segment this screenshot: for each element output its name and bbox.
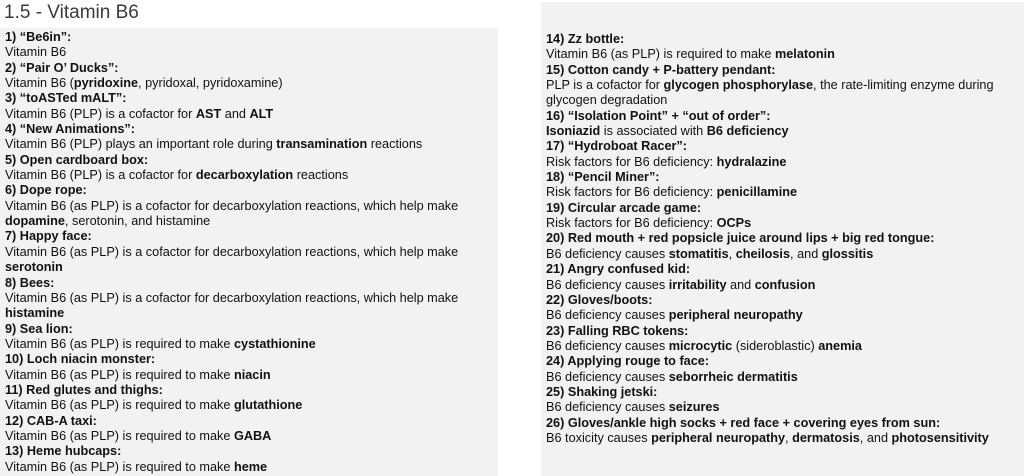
note-item-description [5, 107, 498, 122]
note-item [5, 153, 498, 184]
note-item-title: 8) Bees: [5, 275, 55, 290]
note-item [546, 32, 1024, 63]
bold-term: confusion [754, 277, 816, 292]
bold-term: decarboxylation [195, 168, 294, 183]
bold-term: glycogen phosphorylase [663, 78, 814, 93]
note-item-title: 25) Shaking jetski: [546, 384, 658, 399]
bold-term: melatonin [774, 47, 835, 62]
bold-term: AST [195, 106, 222, 121]
note-item [546, 385, 1024, 416]
note-item-description [5, 137, 498, 152]
bold-term: hydralazine [716, 154, 787, 169]
bold-term: stomatitis [668, 246, 729, 261]
text-segment: , [785, 430, 793, 445]
note-item-title: 4) “New Animations”: [5, 122, 135, 137]
bold-term: transamination [276, 137, 368, 152]
page-title: 1.5 - Vitamin B6 [4, 2, 139, 23]
note-item-description [5, 337, 498, 352]
note-item-title: 7) Happy face: [5, 229, 92, 244]
note-item-description [546, 185, 1024, 200]
note-item [5, 352, 498, 383]
note-item [5, 91, 498, 122]
note-item-description [546, 155, 1024, 170]
note-item-title: 18) “Pencil Miner”: [546, 170, 660, 185]
note-item-description [5, 460, 498, 475]
note-item-description [546, 247, 1024, 262]
text-segment: and [221, 106, 250, 121]
note-item-title: 21) Angry confused kid: [546, 262, 691, 277]
text-segment: B6 deficiency causes [546, 400, 669, 415]
text-segment: Vitamin B6 (as PLP) is required to make [5, 428, 234, 443]
text-segment: reactions [293, 168, 349, 183]
note-item-description [5, 368, 498, 383]
text-segment: , and [790, 246, 822, 261]
text-segment: Vitamin B6 (as PLP) is a cofactor for decarboxylation reactions, which help make [5, 198, 459, 213]
bold-term: peripheral neuropathy [651, 430, 786, 445]
note-item [5, 61, 498, 92]
note-item-title: 24) Applying rouge to face: [546, 354, 710, 369]
note-item [5, 444, 498, 475]
note-item-title: 26) Gloves/ankle high socks + red face + covering eyes from sun: [546, 415, 941, 430]
text-segment: , pyridoxal, pyridoxamine) [138, 76, 283, 91]
note-item [546, 109, 1024, 140]
note-item-title: 1) “Be6in”: [5, 30, 72, 44]
text-segment: Vitamin B6 (as PLP) is required to make [5, 459, 234, 474]
bold-term: pyridoxine [73, 76, 139, 91]
note-item-title: 16) “Isolation Point” + “out of order”: [546, 108, 771, 123]
note-item [5, 183, 498, 229]
bold-term: glossitis [821, 246, 874, 261]
bold-term: dopamine [5, 214, 65, 229]
note-item-title: 10) Loch niacin monster: [5, 352, 156, 367]
text-segment: B6 deficiency causes [546, 308, 669, 323]
note-item [546, 262, 1024, 293]
note-item [5, 414, 498, 445]
note-item [546, 231, 1024, 262]
bold-term: ALT [249, 106, 274, 121]
bold-term: seborrheic dermatitis [668, 369, 798, 384]
note-item [546, 170, 1024, 201]
note-item-description [546, 47, 1024, 62]
note-item-description [546, 278, 1024, 293]
text-segment: , [728, 246, 736, 261]
text-segment: reactions [367, 137, 423, 152]
note-item-title: 9) Sea lion: [5, 321, 73, 336]
bold-term: penicillamine [716, 185, 798, 200]
note-item [5, 122, 498, 153]
text-segment: Vitamin B6 (as PLP) is required to make [5, 367, 234, 382]
note-item-description [546, 124, 1024, 139]
bold-term: heme [233, 459, 268, 474]
note-item-title: 22) Gloves/boots: [546, 292, 653, 307]
note-item-description [546, 78, 1024, 109]
text-segment: Vitamin B6 (as PLP) is required to make [5, 398, 234, 413]
text-segment: B6 deficiency causes [546, 338, 669, 353]
text-segment: Risk factors for B6 deficiency: [546, 185, 717, 200]
note-item [546, 416, 1024, 447]
note-item-title: 13) Heme hubcaps: [5, 444, 122, 459]
note-item-description [546, 400, 1024, 415]
bold-term: microcytic [668, 338, 733, 353]
note-item-description [5, 76, 498, 91]
note-item [546, 324, 1024, 355]
note-item-description [546, 370, 1024, 385]
bold-term: OCPs [716, 216, 752, 231]
note-item-title: 14) Zz bottle: [546, 32, 625, 46]
text-segment: Vitamin B6 [5, 45, 67, 60]
note-item-description [546, 431, 1024, 446]
note-item-description [5, 429, 498, 444]
text-segment: Vitamin B6 (PLP) plays an important role during [5, 137, 277, 152]
note-item [5, 383, 498, 414]
note-item [546, 293, 1024, 324]
text-segment: Vitamin B6 (as PLP) is a cofactor for decarboxylation reactions, which help make [5, 244, 459, 259]
left-notes-panel [0, 28, 498, 476]
text-segment: is associated with [600, 124, 707, 139]
note-item [5, 322, 498, 353]
note-item-description [5, 168, 498, 183]
note-item [546, 63, 1024, 109]
bold-term: peripheral neuropathy [668, 308, 803, 323]
note-item-description [5, 199, 498, 230]
note-item-title: 6) Dope rope: [5, 183, 87, 198]
bold-term: cheilosis [735, 246, 791, 261]
note-item [546, 201, 1024, 232]
text-segment: , the rate-limiting enzyme during glycogen degradation [546, 78, 994, 108]
text-segment: B6 toxicity causes [546, 430, 652, 445]
bold-term: glutathione [233, 398, 303, 413]
note-item-title: 17) “Hydroboat Racer”: [546, 139, 688, 154]
text-segment: Vitamin B6 ( [5, 76, 74, 91]
bold-term: photosensitivity [891, 430, 989, 445]
bold-term: cystathionine [233, 336, 316, 351]
note-item-title: 15) Cotton candy + P-battery pendant: [546, 62, 776, 77]
text-segment: Vitamin B6 (as PLP) is required to make [546, 47, 775, 62]
text-segment: B6 deficiency causes [546, 277, 669, 292]
bold-term: B6 deficiency [706, 124, 789, 139]
note-item [546, 139, 1024, 170]
right-notes-panel [541, 2, 1024, 476]
bold-term: GABA [233, 428, 272, 443]
bold-term: irritability [668, 277, 727, 292]
note-item-description [546, 339, 1024, 354]
text-segment: (sideroblastic) [732, 338, 819, 353]
note-item-title: 2) “Pair O’ Ducks”: [5, 60, 119, 75]
text-segment: and [726, 277, 755, 292]
note-item-title: 23) Falling RBC tokens: [546, 323, 689, 338]
text-segment: , and [859, 430, 892, 445]
note-item-title: 12) CAB-A taxi: [5, 413, 97, 428]
text-segment: Vitamin B6 (as PLP) is required to make [5, 336, 234, 351]
note-item-description [546, 308, 1024, 323]
note-item [546, 354, 1024, 385]
note-item-title: 20) Red mouth + red popsicle juice around lips + big red tongue: [546, 231, 935, 246]
text-segment: B6 deficiency causes [546, 369, 669, 384]
bold-term: histamine [5, 306, 65, 321]
bold-term: anemia [818, 338, 862, 353]
text-segment: Vitamin B6 (PLP) is a cofactor for [5, 168, 196, 183]
text-segment: Vitamin B6 (as PLP) is a cofactor for decarboxylation reactions, which help make [5, 290, 459, 305]
note-item-description [5, 398, 498, 413]
text-segment: , serotonin, and histamine [64, 214, 211, 229]
note-item-description [5, 291, 498, 322]
bold-term: seizures [668, 400, 720, 415]
note-item-title: 11) Red glutes and thighs: [5, 382, 163, 397]
text-segment: B6 deficiency causes [546, 246, 669, 261]
note-item-title: 5) Open cardboard box: [5, 152, 149, 167]
note-item [5, 30, 498, 61]
note-item [5, 276, 498, 322]
note-item-description [5, 245, 498, 276]
note-item-title: 19) Circular arcade game: [546, 200, 702, 215]
note-item-description [546, 216, 1024, 231]
note-item [5, 229, 498, 275]
bold-term: Isoniazid [546, 124, 601, 139]
text-segment: PLP is a cofactor for [546, 78, 664, 93]
note-item-title: 3) “toASTed mALT”: [5, 91, 127, 106]
bold-term: dermatosis [792, 430, 860, 445]
text-segment: Risk factors for B6 deficiency: [546, 154, 717, 169]
note-item-description [5, 45, 498, 60]
text-segment: Vitamin B6 (PLP) is a cofactor for [5, 106, 196, 121]
bold-term: niacin [233, 367, 271, 382]
bold-term: serotonin [5, 260, 63, 275]
text-segment: Risk factors for B6 deficiency: [546, 216, 717, 231]
